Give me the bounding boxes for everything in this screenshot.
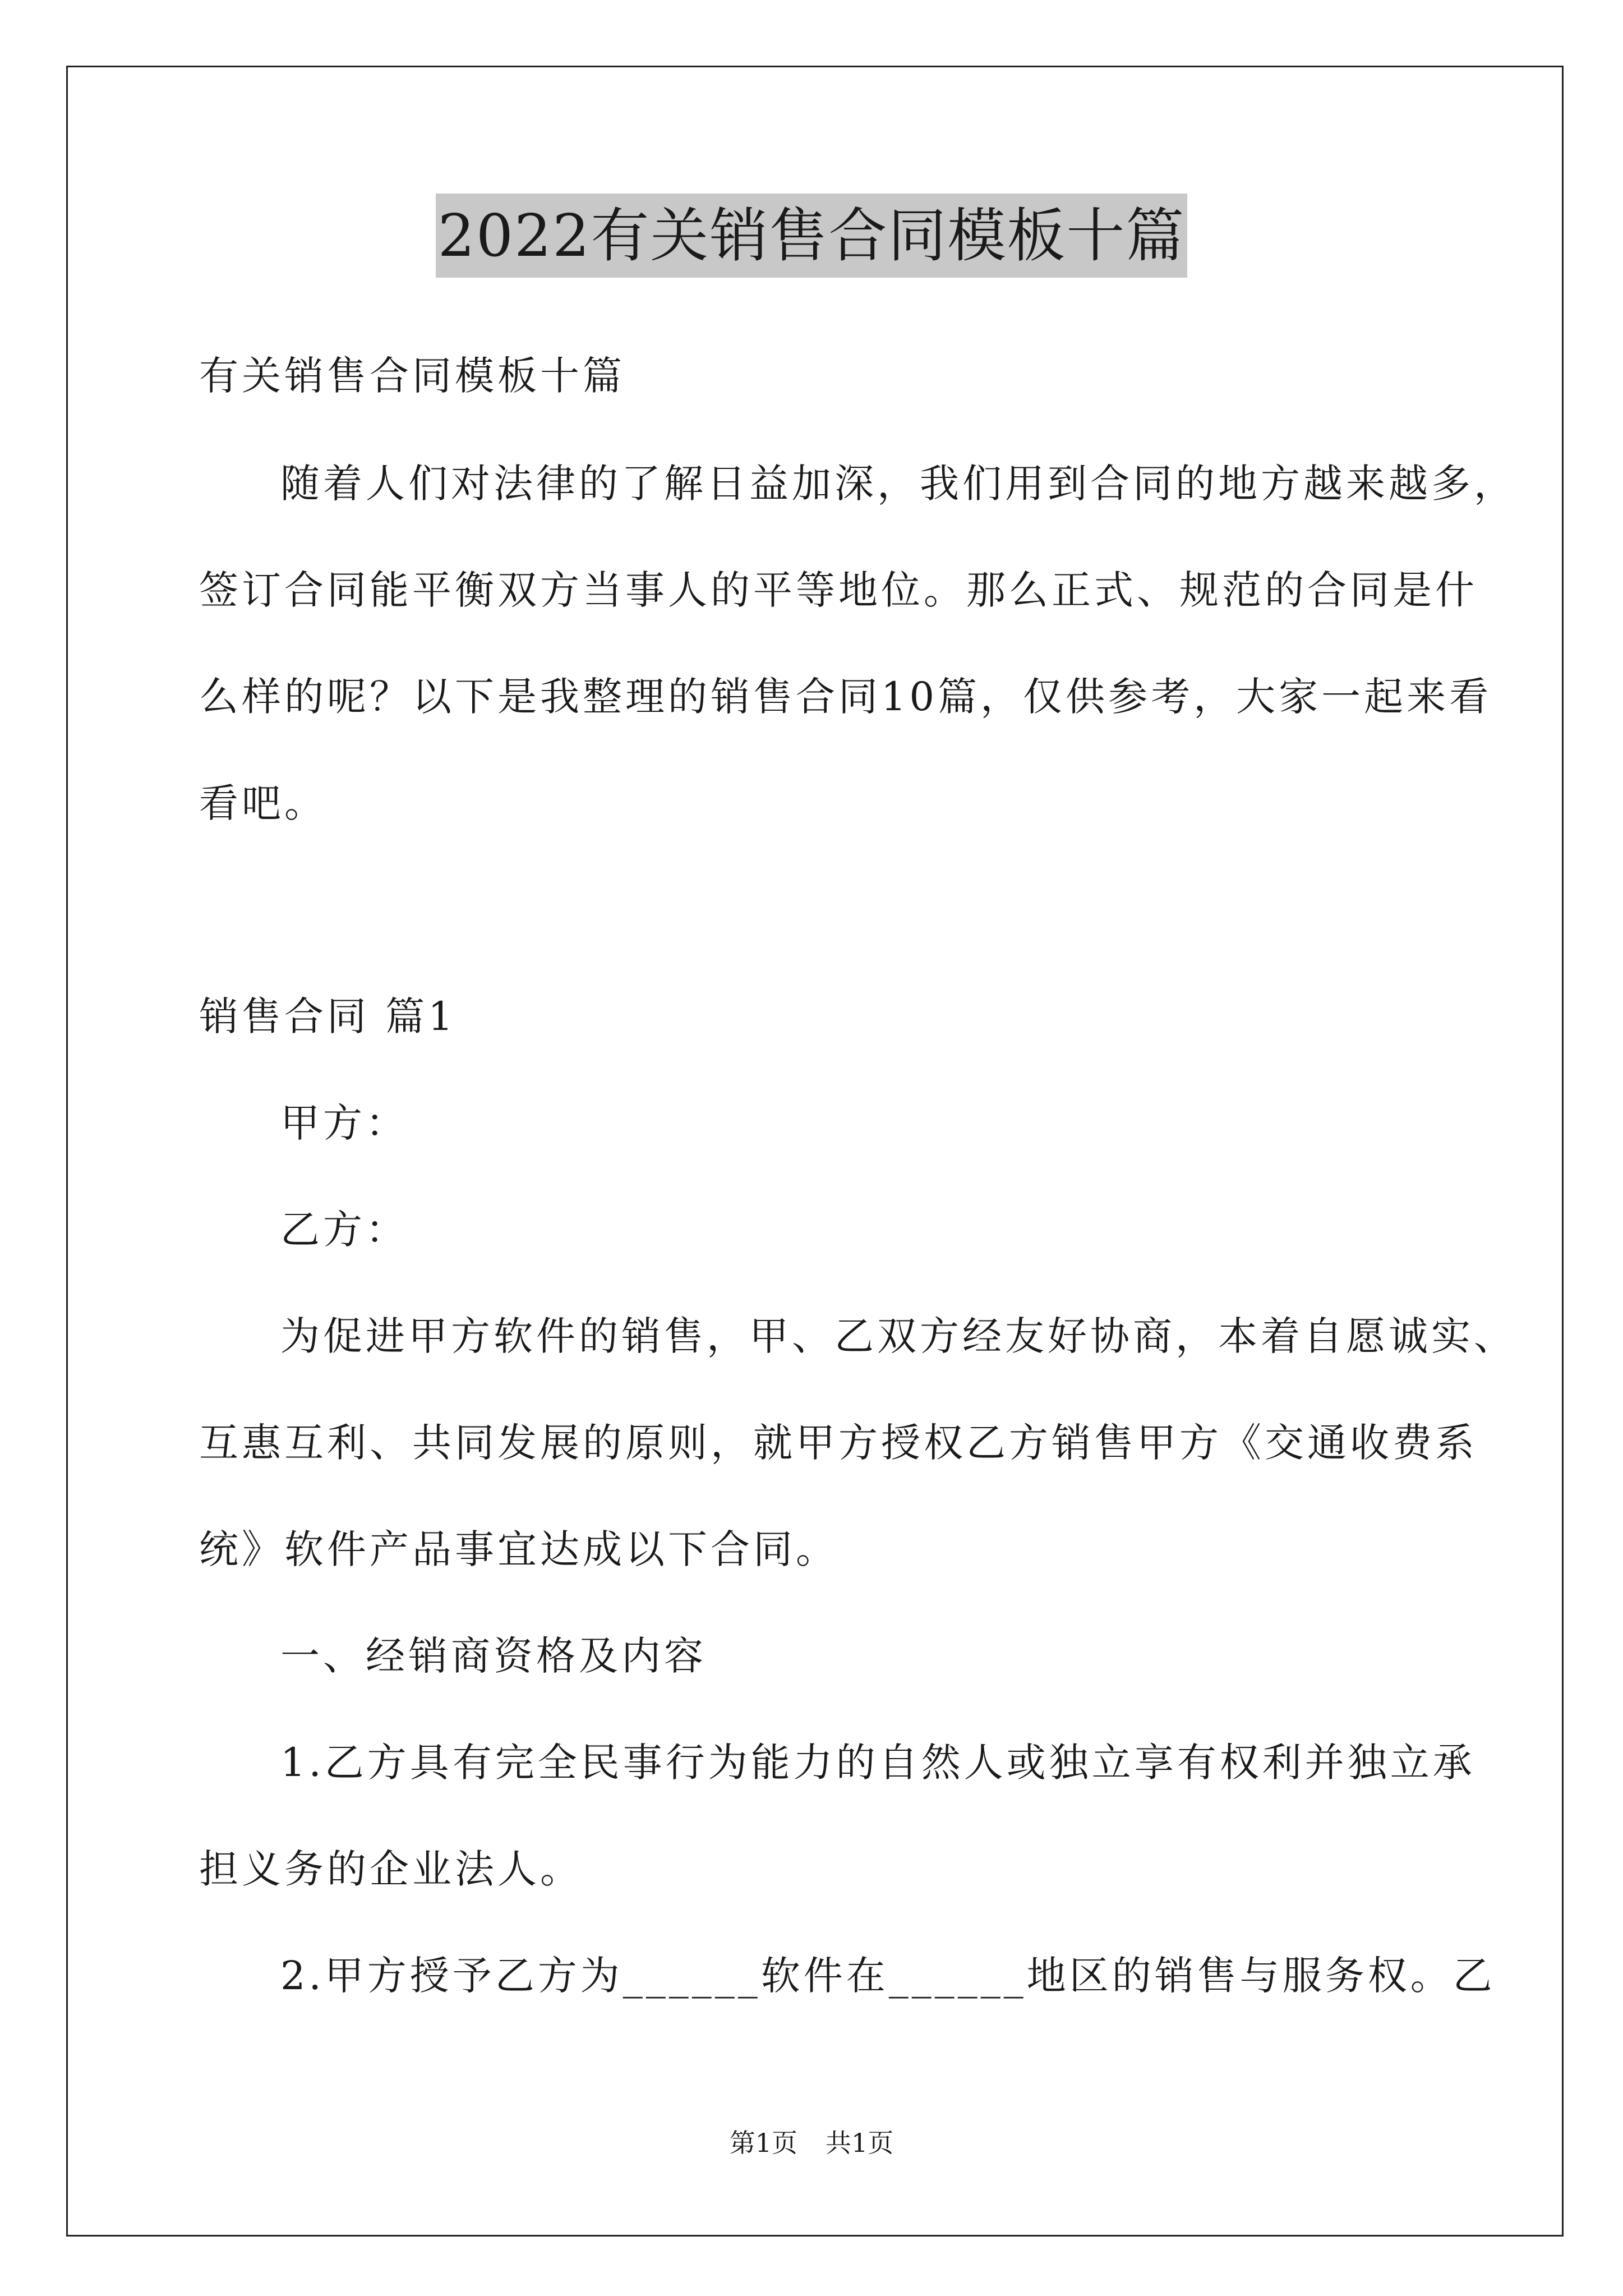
document-title: 2022有关销售合同模板十篇 [436, 194, 1188, 278]
intro-line: 么样的呢？以下是我整理的销售合同10篇，仅供参考，大家一起来看 [199, 674, 1492, 720]
title-block [0, 194, 1623, 278]
clause-line: 1.乙方具有完全民事行为能力的自然人或独立享有权利并独立承 [280, 1740, 1476, 1786]
party-a-label: 甲方： [280, 1100, 408, 1146]
intro-line: 随着人们对法律的了解日益加深，我们用到合同的地方越来越多， [280, 461, 1516, 507]
purpose-line: 统》软件产品事宜达成以下合同。 [199, 1526, 838, 1572]
intro-line: 签订合同能平衡双方当事人的平等地位。那么正式、规范的合同是什 [199, 567, 1478, 613]
section-heading: 销售合同 篇1 [199, 993, 457, 1039]
page-footer [0, 2126, 1623, 2160]
intro-line: 看吧。 [199, 780, 327, 826]
party-b-label: 乙方： [280, 1207, 408, 1253]
purpose-line: 为促进甲方软件的销售，甲、乙双方经友好协商，本着自愿诚实、 [280, 1313, 1516, 1359]
clause-heading: 一、经销商资格及内容 [280, 1633, 707, 1679]
page-number-current: 第1页 [729, 2128, 797, 2158]
purpose-line: 互惠互利、共同发展的原则，就甲方授权乙方销售甲方《交通收费系 [199, 1420, 1478, 1466]
document-subtitle: 有关销售合同模板十篇 [199, 353, 625, 399]
clause-line: 2.甲方授予乙方为______软件在______地区的销售与服务权。乙 [280, 1953, 1496, 1999]
clause-line: 担义务的企业法人。 [199, 1846, 583, 1892]
page-number-total: 共1页 [826, 2128, 894, 2158]
